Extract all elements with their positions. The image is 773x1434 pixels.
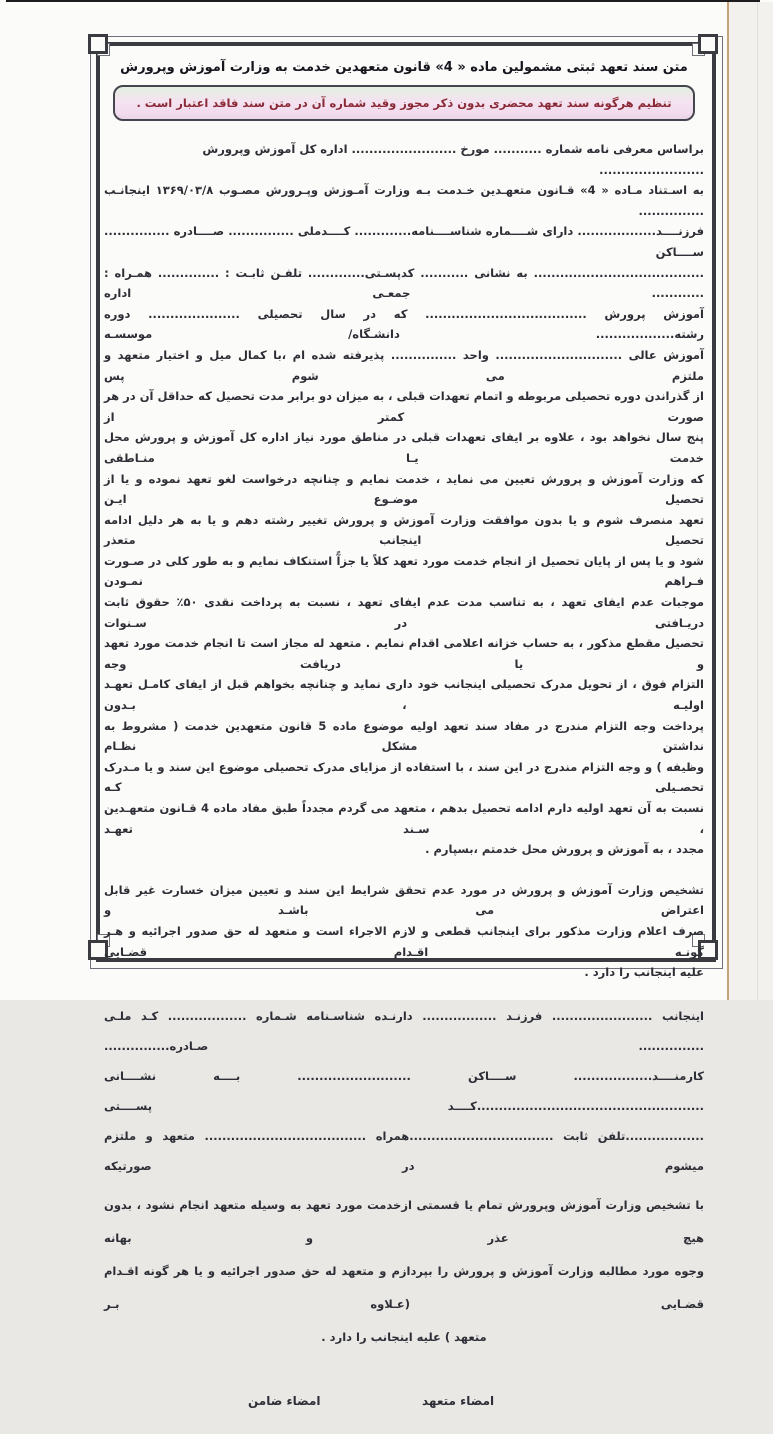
document-line: فرزنــــد.................. دارای شــــماره شناســــنامه............. کــــدملی ............... صــــادره ............... ســــاکن xyxy=(104,224,704,259)
notice-box xyxy=(113,85,695,121)
document-line: تشخیص وزارت آموزش و پرورش در مورد عدم تحقق شرایط این سند و تعیین میزان خسارت غیر قابل اعتراض می باشـد و xyxy=(104,882,704,918)
commitment-paragraph xyxy=(104,139,704,860)
document-line: نسبت به آن تعهد اولیه دارم ادامه تحصیل بدهم ، متعهد می گردم مجدداً طبق مفاد ماده 4 قـانون متعهـدین ، سـند تعهـد xyxy=(104,801,704,836)
document-line: کارمنــــد.................. ســــاکن .......................... بــــه نشــــانی ....................................................کــــد پســــتی xyxy=(104,1068,704,1113)
scan-edge-top xyxy=(6,0,760,2)
document-line: وجوه مورد مطالبه وزارت آموزش و پرورش را بپردازم و متعهد له حق صدور اجرائیه و یا هر گونه اقـدام قضـایی (عـلاوه بـر xyxy=(104,1263,704,1311)
guarantor-paragraph xyxy=(104,1001,704,1181)
document-line: ....................................... به نشانی ........... کدپسـتی............. تلفـن ثابـت : .............. همـراه : ............ جمعـی اداره xyxy=(104,265,704,301)
document-line: علیه اینجانب را دارد . xyxy=(584,965,704,980)
document-line: براساس معرفی نامه شماره ........... مورخ ........................ اداره کل آموزش وپرورش ........................ xyxy=(202,142,704,177)
document-line: تحصیل مقطع مذکور ، به حساب خزانه اعلامی اقدام نمایم . متعهد له مجاز است تا انجام خدمت مورد تعهد و یا دریافت وجه xyxy=(104,636,704,671)
document-line: مجدد ، به آموزش و پرورش محل خدمتم ،بسپارم . xyxy=(425,842,704,857)
document-line: آموزش عالی ............................. واحد ............... پذیرفته شده ام ،با کمال میل و اختیار متعهد و ملتزم می شوم پس xyxy=(104,347,704,383)
document-line: التزام فوق ، از تحویل مدرک تحصیلی اینجانب خود داری نماید و چنانچه بخواهم قبل از ایفای کامـل تعهـد اولیـه ، بـدون xyxy=(104,677,704,713)
document-line: آموزش پرورش ..................................... که در سال تحصیلی ..................... دوره رشته.................. دانشـگاه/ موسسـه xyxy=(104,306,704,342)
document-line: با تشخیص وزارت آموزش وپرورش تمام یا قسمتی ازخدمت مورد تعهد به وسیله متعهد انجام نشود ، بدون هیچ عذر و بهانه xyxy=(104,1197,704,1245)
document-content xyxy=(104,48,705,1408)
document-line: صرف اعلام وزارت مذکور برای اینجانب قطعی و لازم الاجراء است و متعهد له حق صدور اجرائیه و هـر گونـه اقـدام قضـایی xyxy=(104,923,704,959)
guarantor-obligation-paragraph xyxy=(104,1189,704,1354)
document-line: که وزارت آموزش و پرورش تعیین می نماید ، خدمت نمایم و چنانچه درخواست لغو تعهد نموده و یا از تحصیل موضـوع ایـن xyxy=(104,471,704,507)
document-title: متن سند تعهد ثبتی مشمولین ماده « 4» قانون متعهدین خدمت به وزارت آموزش وپرورش xyxy=(120,60,688,75)
dispute-paragraph xyxy=(104,880,704,983)
document-line: شود و یا پس از پایان تحصیل از انجام خدمت مورد تعهد کلاً یا جزآً استنکاف نمایم و به طور کلی در صـورت فـراهم نمـودن xyxy=(104,553,704,589)
document-line: پرداخت وجه التزام مندرج در مفاد سند تعهد اولیه موضوع ماده 5 قانون متعهدین خدمت ( مشروط به نداشتن مشکل نظـام xyxy=(104,718,704,754)
document-line: ..................تلفن ثابت .................................همراه ..................................... متعهد و ملتزم میشوم در صورتیکه xyxy=(104,1128,704,1173)
document-line: وظیفه ) و وجه التزام مندرج در این سند ، با استفاده از مزایای مدرک تحصیلی موضوع این سند و یا مـدرک تحصـیلی کـه xyxy=(104,759,704,795)
signature-label-obligor: امضاء متعهد xyxy=(422,1393,495,1408)
signature-row xyxy=(104,1394,704,1434)
document-line: از گذراندن دوره تحصیلی مربوطه و اتمام تعهدات قبلی ، به میزان دو برابر مدت تحصیل که حداقل آن در هر صورت کمتر از xyxy=(104,389,704,424)
notice-text: تنظیم هرگونه سند تعهد محضری بدون ذکر مجوز وقید شماره آن در متن سند فاقد اعتبار است . xyxy=(136,96,672,110)
document-line: به اسـتناد مـاده « 4» قـانون متعهـدین خـدمت بـه وزارت آمـوزش وپـرورش مصـوب ۱۳۶۹/۰۳/۸ اینجانـب ............... xyxy=(104,183,705,218)
document-line: پنج سال نخواهد بود ، علاوه بر ایفای تعهدات قبلی در مناطق مورد نیاز اداره کل آموزش و پرورش محل خدمت یـا منـاطقی xyxy=(104,430,704,465)
document-line: اینجانب ....................... فرزنـد ................. دارنـده شناسـنامه شـماره .................. کـد ملـی ............... صـادره............... xyxy=(104,1008,704,1053)
scan-edge-right xyxy=(727,2,729,1000)
scan-margin-right xyxy=(729,2,773,1000)
document-line: تعهد منصرف شوم و یا بدون موافقت وزارت آموزش و پرورش تغییر رشته دهم و یا به هر دلیل ادامه تحصیل اینجانب متعذر xyxy=(104,512,704,548)
document-line: متعهد ) علیه اینجانب را دارد . xyxy=(321,1329,487,1344)
document-line: موجبات عدم ایفای تعهد ، به تناسب مدت عدم ایفای تعهد ، نسبت به پرداخت نقدی ۵۰٪ حقوق ثابت دریـافتی در سـنوات xyxy=(104,595,704,630)
signature-label-guarantor: امضاء ضامن xyxy=(248,1393,321,1408)
scan-edge-faint-line xyxy=(757,2,758,1000)
